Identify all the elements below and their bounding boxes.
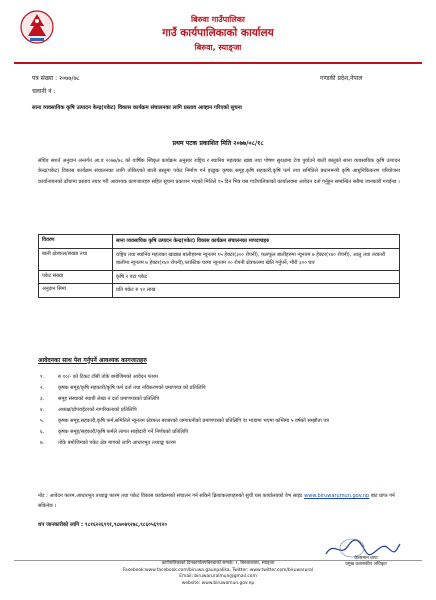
list-item-number: २. xyxy=(40,385,45,391)
intro-paragraph: संघिय सशर्त अनुदान अन्तर्गत आ.व २०७७/७८ को वार्षिक स्विकृत कार्यक्रम अनुसार राष्ट्रिय र स्थानिय महत्वका खाद्य तथा पोषण सुरक्षामा टेवा पुर्याउने बाली बस्तुको साना व्यवसायिक कृषि उत्पादन केन्द्र(पकेट) विकास कार्यक्रम संचालनका लागि तोकिएको बाली बस्तुमा पकेट निर्माण गर्न इच्छुक कृषक समूह,कृषि सहकारी,कृषि फर्म तथा समितिले प्रधानमन्त्री कृषि आधुनिकिकरण परियोजना कार्यान्वयनको ढाँचामा प्रस्ताव तयार गरी आवश्यक कागजातहरु सहित सूचना प्रकाशन भएको मितिले १५ दिन भित्र यस गाउँपालिकाको कार्यालयमा आवेदन दर्ता गर्नुहुन सम्बन्धित सबैमा जानकारी गराईन्छ । xyxy=(38,158,400,185)
list-item-text: समूह संस्थाको स्थायी लेखा नं दर्ता प्रमाणपत्रको प्रतिलिपि xyxy=(58,396,160,402)
table-cell-value: प्रति पकेट रु १२ लाख xyxy=(116,287,156,294)
table-cell-label: अनुदान सिमा xyxy=(39,284,113,297)
table-row xyxy=(38,234,400,249)
footer-website: website: www.biruwamun.gov.np xyxy=(181,580,255,586)
note-text: नोट : आवेदन फारम,आधारभूत तथ्याङ्क फारम तथा पकेट विकास कार्यक्रमको संचालन गर्न सकिने क्रियाकलापहरुको सुची यस कार्यालयको वेभ साइट xyxy=(38,493,303,499)
documents-list xyxy=(40,372,400,449)
publish-date: प्रथम पटक प्रकाशित मिति २०७७/०८/१८ xyxy=(172,140,264,147)
list-item-text: रु १०/- को टिकट टाँसी तोके बमोजिमको आवेदन फारम xyxy=(58,374,158,380)
list-item xyxy=(40,394,400,405)
table-row xyxy=(38,249,400,271)
office-location: बिरुवा, स्याङ्जा xyxy=(194,43,242,52)
table-cell-label: पकेट संख्या xyxy=(39,271,113,284)
province-address: गण्डकी प्रदेश,नेपाल xyxy=(320,75,363,82)
signatory-name: केशरमान थापा xyxy=(354,556,378,561)
table-row xyxy=(38,271,400,285)
municipality-name: बिरुवा गाउँपालिका xyxy=(190,15,246,24)
footer xyxy=(0,561,436,587)
contact-numbers: थप जानकारीको लागि : ९८१६२२६९९१,९८७०७९२७८,९८६०५६९१२० xyxy=(38,522,168,528)
list-item-text: तोके बमोजिमको पकेट क्षेत्र मागको लागि आधारभूत तथ्याङ्क फारम xyxy=(58,440,176,446)
table-cell-value: साना व्यवसायिक कृषि उत्पादन केन्द्र(पकेट) विकास कार्यक्रम संचालनका मापदण्डहरु xyxy=(116,238,270,244)
criteria-table xyxy=(38,234,400,298)
note-suffix: बाट प्राप्त गर्न सकिनेछ । xyxy=(38,493,395,509)
documents-heading: आवेदनका साथ पेश गर्नुपर्ने आवश्यक कागजातहरु xyxy=(38,357,147,364)
list-item-number: ७. xyxy=(40,440,45,446)
list-item-text: कृषक समूह/सहकारी/कृषि फर्मले लागत साझेदारी गर्ने निर्णयको प्रतिलिपि xyxy=(58,429,189,435)
list-item xyxy=(40,438,400,449)
list-item xyxy=(40,427,400,438)
table-cell-value: कृषि २ वटा पकेट xyxy=(116,273,148,280)
note-paragraph xyxy=(38,491,400,511)
list-item-number: ३. xyxy=(40,396,45,402)
list-item-number: १. xyxy=(40,374,45,380)
list-item-text: अध्यक्ष/प्रोपराईटरको नागरिकताको प्रतिलिपि xyxy=(58,407,137,413)
list-item-number: ५. xyxy=(40,418,45,424)
signatory-title: प्रमुख प्रशासकीय अधिकृत xyxy=(345,562,387,567)
footer-address: कार्यपालिकाको दिनकार्यालयबिरुवाको सम्पर्क: १, बिरुवाबजार, स्याङ्जा xyxy=(161,561,275,566)
website-link[interactable]: www.biruwarumun.gov.np xyxy=(304,493,370,499)
office-title: गाउँ कार्यपालिकाको कार्यालय xyxy=(162,27,274,39)
table-cell-label: विवरण xyxy=(39,235,113,248)
footer-social: Facebook:www.facebook.com/biruwa.gaunpalika, Twitter: www.twitter.com/biruwarural xyxy=(122,567,314,573)
list-item xyxy=(40,405,400,416)
dispatch-number: चलानी नं : xyxy=(32,88,56,95)
list-item xyxy=(40,372,400,383)
table-cell-value: राष्ट्रिय तथा स्थानिय महत्वका खाद्यान्न बालीहरुमा न्यूनतम १५ हेक्टर(३०० रोपनी), फलफूल बालीहरुमा न्यूनतम ७ हेक्टर(१४० रोपनी), आलु तथा तरकारी बालीमा न्यूनतम ७ हेक्टर(१४० रोपनी),प्लास्टिक घरमा न्यूनतम २० रोपनी क्षेत्रफलमा खेति गर्नुपर्ने, मौरी ३०० घार xyxy=(116,251,386,267)
footer-email: Email: biruwaruralmun@gmail.com xyxy=(179,574,257,580)
list-item-text: कृषक समूह/कृषि सहकारी/कृषि फर्म दर्ता तथा नविकरणको प्रमाणपत्र को प्रतिलिपि xyxy=(58,385,206,391)
reference-number: पत्र संख्या : २०७७/७८ xyxy=(32,75,80,82)
list-item-number: ६. xyxy=(40,429,45,435)
table-cell-label: बाली क्षेत्रफल/संख्या तथा xyxy=(39,249,113,270)
list-item-text: कृषक समूह,सहकारी,कृषि फर्म,समितिले न्यूनतम क्षेत्रफल बराबरको जग्गाधनीको प्रमाणपत्रको प्रतिलिपि वा भाडामा भएमा कम्तिमा ५ वर्षको सम्झौता पत्र xyxy=(58,418,329,424)
notice-subject: साना व्यवसायिक कृषि उत्पादन केन्द्र(पकेट) विकास कार्यक्रम संचालनका लागि प्रस्ताव आव्हान गरिएको सुचना xyxy=(32,105,242,111)
table-row xyxy=(38,284,400,298)
list-item xyxy=(40,416,400,427)
list-item-number: ४. xyxy=(40,407,45,413)
header-divider xyxy=(14,62,422,64)
list-item xyxy=(40,383,400,394)
